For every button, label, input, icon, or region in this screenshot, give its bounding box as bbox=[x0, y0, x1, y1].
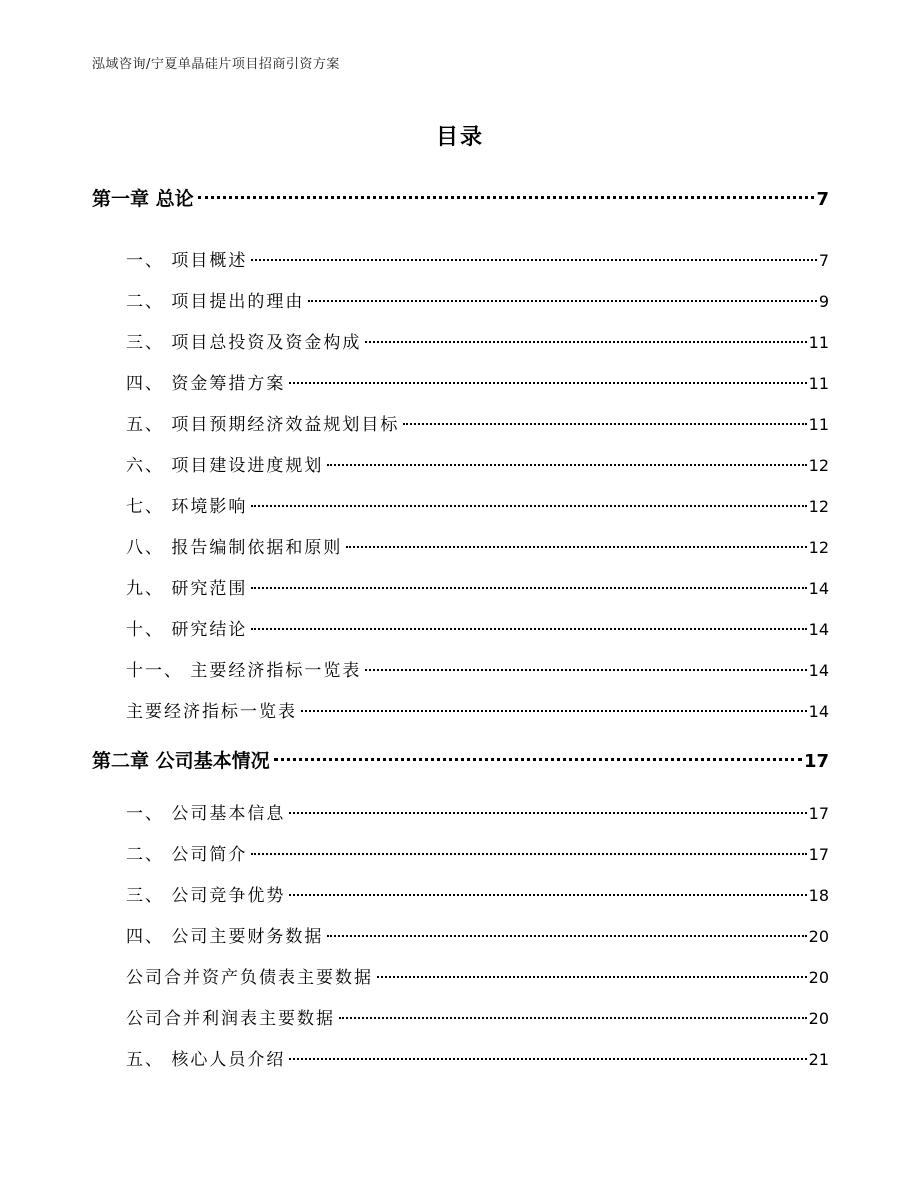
toc-entry-page-number: 11 bbox=[808, 333, 829, 352]
toc-entry-page-number: 14 bbox=[808, 620, 829, 639]
toc-leader-dots bbox=[365, 669, 806, 671]
toc-leader-dots bbox=[251, 853, 806, 855]
toc-leader-dots bbox=[346, 546, 806, 548]
toc-leader-dots bbox=[289, 894, 806, 896]
toc-entry-label: 主要经济指标一览表 bbox=[126, 702, 297, 722]
toc-section-entry[interactable] bbox=[126, 697, 829, 722]
toc-entry-label: 六、 项目建设进度规划 bbox=[126, 456, 324, 476]
toc-chapter-entry[interactable] bbox=[92, 746, 829, 773]
toc-section-entry[interactable] bbox=[126, 287, 829, 312]
toc-leader-dots bbox=[377, 976, 807, 978]
toc-entry-page-number: 17 bbox=[803, 751, 829, 772]
toc-entry-page-number: 12 bbox=[808, 538, 829, 557]
toc-leader-dots bbox=[327, 935, 806, 937]
toc-entry-page-number: 11 bbox=[808, 374, 829, 393]
toc-entry-label: 五、 项目预期经济效益规划目标 bbox=[126, 415, 400, 435]
toc-leader-dots bbox=[274, 758, 802, 761]
toc-entry-page-number: 18 bbox=[808, 886, 829, 905]
toc-entry-label: 第一章 总论 bbox=[92, 188, 194, 210]
toc-leader-dots bbox=[339, 1017, 807, 1019]
toc-leader-dots bbox=[198, 196, 815, 199]
toc-entry-label: 四、 资金筹措方案 bbox=[126, 374, 286, 394]
toc-entry-label: 十、 研究结论 bbox=[126, 620, 248, 640]
toc-entry-page-number: 11 bbox=[808, 415, 829, 434]
toc-section-entry[interactable] bbox=[126, 922, 829, 947]
toc-section-entry[interactable] bbox=[126, 410, 829, 435]
toc-entry-page-number: 12 bbox=[808, 497, 829, 516]
toc-section-entry[interactable] bbox=[126, 451, 829, 476]
toc-entry-page-number: 12 bbox=[808, 456, 829, 475]
toc-section-entry[interactable] bbox=[126, 840, 829, 865]
toc-entry-page-number: 14 bbox=[808, 661, 829, 680]
toc-entry-page-number: 20 bbox=[808, 1009, 829, 1028]
toc-entry-page-number: 14 bbox=[808, 702, 829, 721]
toc-chapter-entry[interactable] bbox=[92, 184, 829, 211]
toc-entry-label: 第二章 公司基本情况 bbox=[92, 750, 270, 772]
toc-entry-page-number: 17 bbox=[808, 845, 829, 864]
toc-entry-label: 五、 核心人员介绍 bbox=[126, 1050, 286, 1070]
toc-entry-label: 二、 项目提出的理由 bbox=[126, 292, 305, 312]
toc-entry-label: 公司合并资产负债表主要数据 bbox=[126, 968, 373, 988]
toc-entry-label: 公司合并利润表主要数据 bbox=[126, 1009, 335, 1029]
toc-leader-dots bbox=[289, 1058, 806, 1060]
toc-section-entry[interactable] bbox=[126, 533, 829, 558]
toc-entry-page-number: 21 bbox=[808, 1050, 829, 1069]
toc-section-entry[interactable] bbox=[126, 574, 829, 599]
toc-entry-page-number: 20 bbox=[808, 927, 829, 946]
toc-section-entry[interactable] bbox=[126, 963, 829, 988]
toc-entry-label: 一、 项目概述 bbox=[126, 251, 248, 271]
toc-section-entry[interactable] bbox=[126, 328, 829, 353]
toc-entry-page-number: 14 bbox=[808, 579, 829, 598]
toc-entry-page-number: 7 bbox=[816, 189, 829, 210]
toc-section-entry[interactable] bbox=[126, 246, 829, 271]
toc-leader-dots bbox=[289, 812, 806, 814]
toc-leader-dots bbox=[251, 505, 806, 507]
toc-entry-label: 三、 项目总投资及资金构成 bbox=[126, 333, 362, 353]
toc-section-entry[interactable] bbox=[126, 656, 829, 681]
toc-entry-page-number: 17 bbox=[808, 804, 829, 823]
toc-entry-label: 四、 公司主要财务数据 bbox=[126, 927, 324, 947]
toc-leader-dots bbox=[251, 587, 806, 589]
toc-leader-dots bbox=[403, 423, 806, 425]
toc-section-entry[interactable] bbox=[126, 615, 829, 640]
toc-entry-label: 一、 公司基本信息 bbox=[126, 804, 286, 824]
toc-section-entry[interactable] bbox=[126, 881, 829, 906]
toc-leader-dots bbox=[327, 464, 806, 466]
toc-entry-page-number: 20 bbox=[808, 968, 829, 987]
toc-entry-label: 八、 报告编制依据和原则 bbox=[126, 538, 343, 558]
toc-section-entry[interactable] bbox=[126, 369, 829, 394]
toc-leader-dots bbox=[289, 382, 806, 384]
toc-entry-label: 七、 环境影响 bbox=[126, 497, 248, 517]
toc-entry-label: 九、 研究范围 bbox=[126, 579, 248, 599]
toc-entry-page-number: 7 bbox=[818, 251, 829, 270]
toc-leader-dots bbox=[308, 300, 816, 302]
toc-section-entry[interactable] bbox=[126, 1004, 829, 1029]
running-header: 泓域咨询/宁夏单晶硅片项目招商引资方案 bbox=[92, 57, 340, 72]
toc-entry-page-number: 9 bbox=[818, 292, 829, 311]
toc-leader-dots bbox=[251, 628, 806, 630]
toc-section-entry[interactable] bbox=[126, 1045, 829, 1070]
toc-section-entry[interactable] bbox=[126, 799, 829, 824]
toc-section-entry[interactable] bbox=[126, 492, 829, 517]
toc-leader-dots bbox=[365, 341, 806, 343]
toc-leader-dots bbox=[301, 710, 807, 712]
toc-entry-label: 十一、 主要经济指标一览表 bbox=[126, 661, 362, 681]
toc-title: 目录 bbox=[435, 125, 484, 150]
toc-entry-label: 二、 公司简介 bbox=[126, 845, 248, 865]
toc-entry-label: 三、 公司竞争优势 bbox=[126, 886, 286, 906]
toc-leader-dots bbox=[251, 259, 816, 261]
